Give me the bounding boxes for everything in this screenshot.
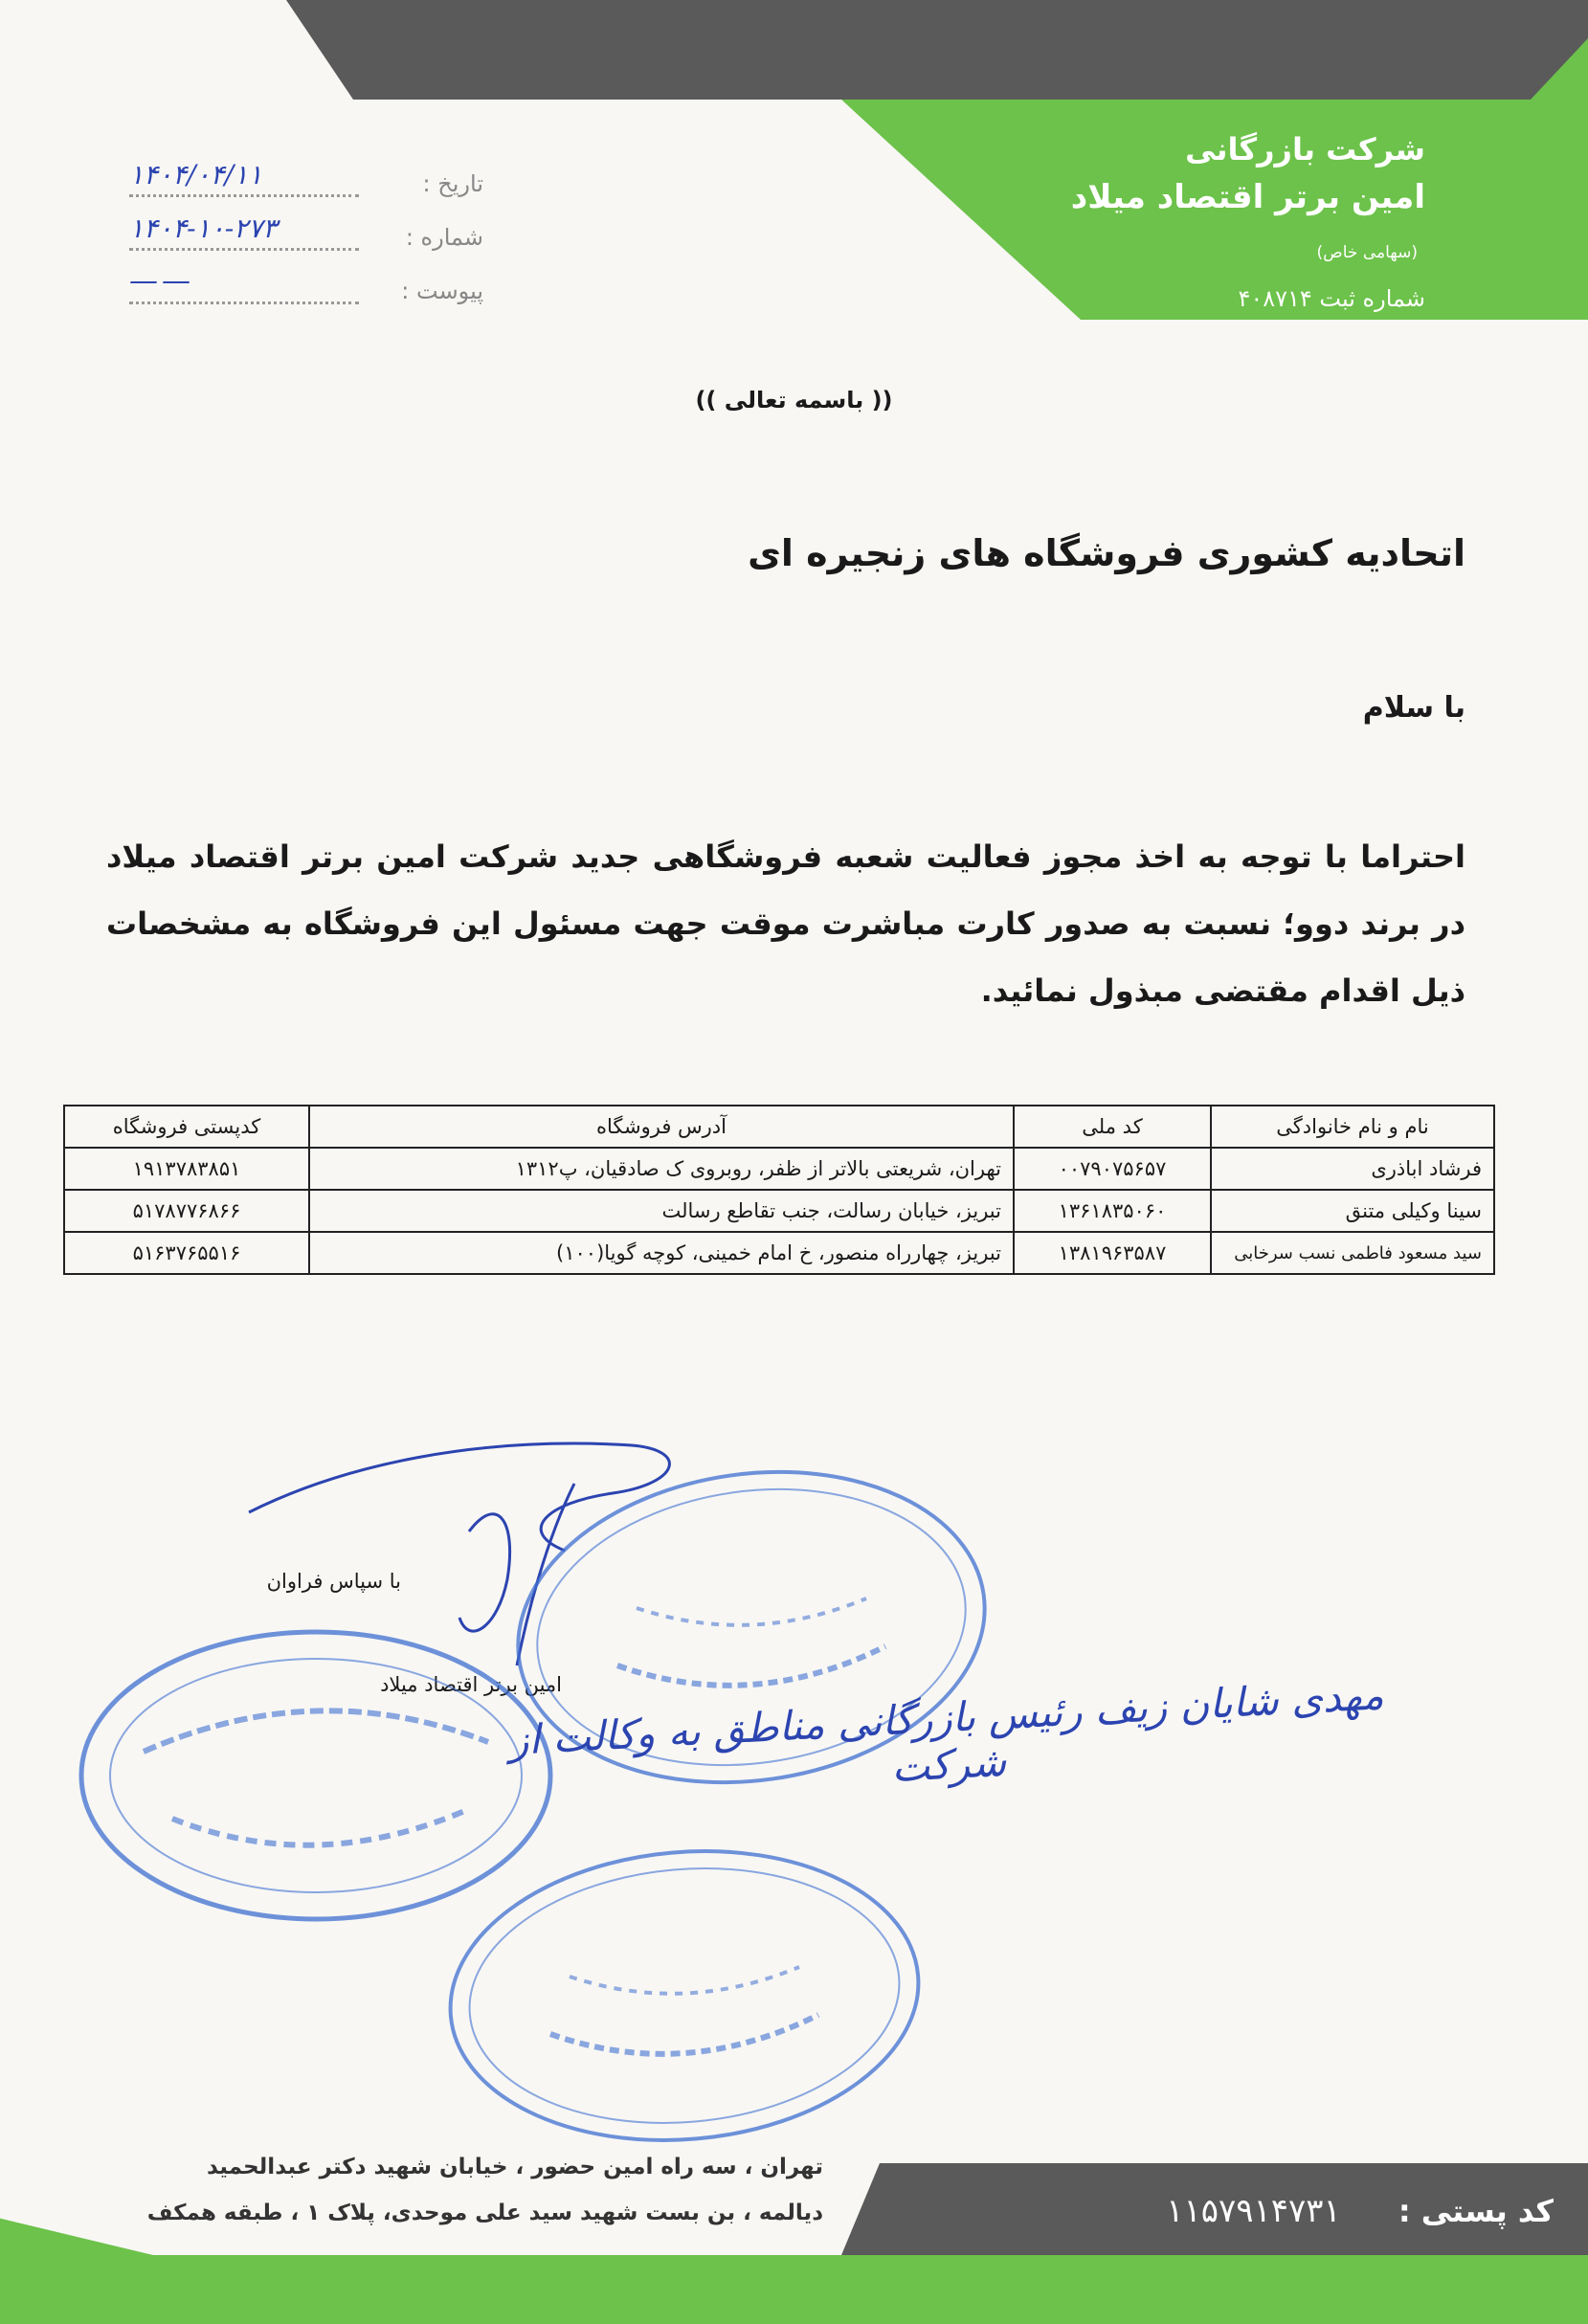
addressee: اتحادیه کشوری فروشگاه های زنجیره ای xyxy=(748,532,1465,574)
company-line2 xyxy=(1042,172,1425,278)
footer-green-band xyxy=(0,2255,1588,2324)
attachment-label: پیوست : xyxy=(401,278,483,304)
cell-address: تهران، شریعتی بالاتر از ظفر، روبروی ک صادقیان، پ۱۳۱۲ xyxy=(309,1148,1014,1190)
table-row xyxy=(64,1232,1494,1274)
number-value: ۱۴۰۴-۱۰-۲۷۳ xyxy=(129,212,278,244)
handwritten-note: مهدی شایان زیف رئیس بازرگانی مناطق به وکالت از شرکت xyxy=(507,1671,1385,1792)
col-national-id: کد ملی xyxy=(1014,1106,1211,1148)
cell-national-id: ۱۳۸۱۹۶۳۵۸۷ xyxy=(1014,1232,1211,1274)
company-type: (سهامی خاص) xyxy=(1316,243,1418,262)
number-label: شماره : xyxy=(405,224,483,251)
cell-national-id: ۰۰۷۹۰۷۵۶۵۷ xyxy=(1014,1148,1211,1190)
table-header-row xyxy=(64,1106,1494,1148)
closing: با سپاس فراوان xyxy=(266,1570,401,1593)
letter-body: احتراما با توجه به اخذ مجوز فعالیت شعبه فروشگاهی جدید شرکت امین برتر اقتصاد میلاد در برند دوو؛ نسبت به صدور کارت مباشرت موقت جهت مسئول این فروشگاه به مشخصات ذیل اقدام مقتضی مبذول نمائید. xyxy=(106,838,1465,1009)
cell-name: سید مسعود فاطمی نسب سرخابی xyxy=(1211,1232,1494,1274)
cell-address: تبریز، خیابان رسالت، جنب تقاطع رسالت xyxy=(309,1190,1014,1232)
letter-meta xyxy=(101,144,483,304)
address-line1: تهران ، سه راه امین حضور ، خیابان شهید دکتر عبدالحمید xyxy=(207,2155,823,2179)
col-postal-code: کدپستی فروشگاه xyxy=(64,1106,309,1148)
number-row xyxy=(101,197,483,251)
postal-value: ۱۱۵۷۹۱۴۷۳۱ xyxy=(1166,2192,1341,2230)
date-label: تاریخ : xyxy=(422,170,483,197)
date-value: ۱۴۰۴/۰۴/۱۱ xyxy=(129,159,263,190)
oval-stamp-lower xyxy=(436,1833,933,2158)
cell-national-id: ۱۳۶۱۸۳۵۰۶۰ xyxy=(1014,1190,1211,1232)
address-line2: دیالمه ، بن بست شهید سید علی موحدی، پلاک ۱ ، طبقه همکف xyxy=(146,2201,823,2225)
footer-address xyxy=(77,2144,823,2236)
cell-postal-code: ۵۱۷۸۷۷۶۸۶۶ xyxy=(64,1190,309,1232)
signatory-company: امین برتر اقتصاد میلاد xyxy=(380,1673,562,1696)
date-row xyxy=(101,144,483,197)
postal-code xyxy=(864,2182,1554,2240)
registration-number: شماره ثبت ۴۰۸۷۱۴ xyxy=(1238,285,1425,312)
company-name: امین برتر اقتصاد میلاد xyxy=(1070,178,1425,216)
personnel-table xyxy=(63,1105,1495,1275)
col-address: آدرس فروشگاه xyxy=(309,1106,1014,1148)
table-row xyxy=(64,1190,1494,1232)
col-name: نام و نام خانوادگی xyxy=(1211,1106,1494,1148)
attachment-value: —— xyxy=(129,264,194,298)
basmala: (( باسمه تعالی )) xyxy=(695,387,893,413)
cell-postal-code: ۵۱۶۳۷۶۵۵۱۶ xyxy=(64,1232,309,1274)
cell-address: تبریز، چهارراه منصور، خ امام خمینی، کوچه گویا(۱۰۰) xyxy=(309,1232,1014,1274)
salutation: با سلام xyxy=(1362,691,1465,725)
cell-postal-code: ۱۹۱۳۷۸۳۸۵۱ xyxy=(64,1148,309,1190)
table-row xyxy=(64,1148,1494,1190)
cell-name: فرشاد اباذری xyxy=(1211,1148,1494,1190)
attachment-row xyxy=(101,251,483,304)
postal-label: کد پستی : xyxy=(1398,2193,1554,2229)
company-line1: شرکت بازرگانی xyxy=(1185,131,1425,168)
company-letterhead xyxy=(1042,126,1425,320)
header-gray-band xyxy=(286,0,1588,100)
cell-name: سینا وکیلی متنق xyxy=(1211,1190,1494,1232)
